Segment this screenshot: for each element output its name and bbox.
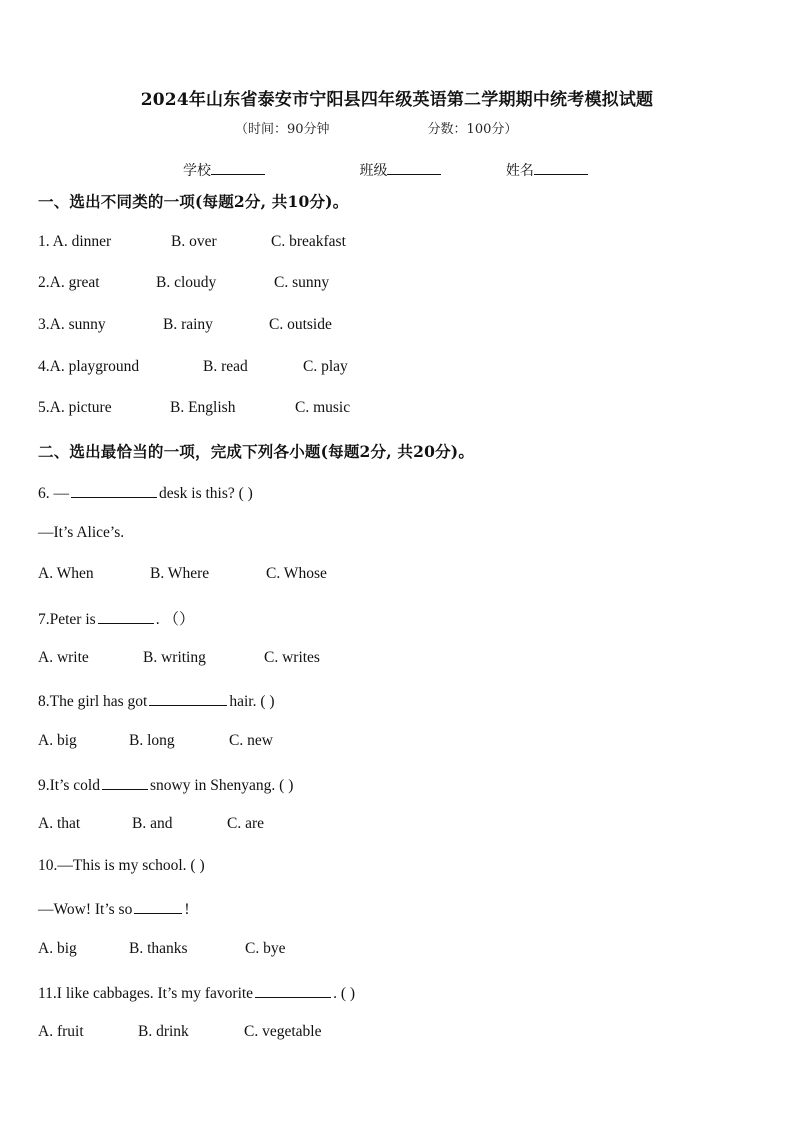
option-c: C. writes — [264, 649, 320, 666]
question-suffix: snowy in Shenyang. ( ) — [150, 777, 294, 794]
answer-blank[interactable] — [134, 898, 182, 914]
option-a: A. When — [38, 565, 94, 582]
question-reply — [38, 898, 190, 919]
exam-meta — [235, 118, 517, 137]
question-row — [38, 358, 348, 376]
option-c: C. bye — [245, 940, 286, 957]
option-c: C. play — [303, 358, 348, 375]
option-c: C. breakfast — [271, 233, 346, 250]
option-b: B. cloudy — [156, 274, 217, 291]
question-options — [38, 732, 273, 750]
option-b: B. English — [170, 399, 236, 416]
answer-blank[interactable] — [102, 774, 148, 790]
question-reply: —It’s Alice’s. — [38, 524, 125, 541]
option-c: C. outside — [269, 316, 332, 333]
option-a: A. fruit — [38, 1023, 84, 1040]
option-a: 1. A. dinner — [38, 233, 112, 250]
question-suffix: desk is this? ( ) — [159, 485, 253, 502]
question-stem — [38, 982, 355, 1003]
option-a: A. big — [38, 940, 77, 957]
option-b: B. writing — [143, 649, 206, 666]
option-a: 5.A. picture — [38, 399, 112, 416]
answer-blank[interactable] — [149, 690, 227, 706]
option-c: C. music — [295, 399, 351, 416]
question-row — [38, 316, 332, 334]
name-label: 姓名 — [505, 163, 534, 179]
question-stem: 10.—This is my school. ( ) — [38, 857, 205, 874]
school-field — [183, 160, 265, 180]
exam-score: 分数：100分） — [427, 122, 518, 137]
answer-blank[interactable] — [71, 482, 157, 498]
question-row — [38, 274, 329, 292]
question-options — [38, 649, 320, 667]
option-a: 2.A. great — [38, 274, 100, 291]
student-info-row — [183, 160, 588, 180]
option-a: A. that — [38, 815, 81, 832]
question-options — [38, 940, 285, 958]
option-c: C. vegetable — [244, 1023, 322, 1040]
option-a: A. write — [38, 649, 89, 666]
option-c: C. new — [229, 732, 273, 749]
name-field — [506, 160, 588, 180]
option-b: B. rainy — [163, 316, 213, 333]
question-suffix: . ( ) — [333, 985, 356, 1002]
option-b: B. read — [203, 358, 248, 375]
section-2-heading: 二、选出最恰当的一项，完成下列各小题(每题2分, 共20分)。 — [38, 442, 475, 461]
question-stem — [38, 607, 194, 629]
exam-title: 2024年山东省泰安市宁阳县四年级英语第二学期期中统考模拟试题 — [140, 90, 654, 110]
school-blank[interactable] — [211, 160, 265, 175]
option-a: 3.A. sunny — [38, 316, 106, 333]
question-suffix: hair. ( ) — [229, 693, 275, 710]
reply-prefix: —Wow! It’s so — [38, 901, 133, 918]
question-stem — [38, 690, 275, 711]
option-a: A. big — [38, 732, 77, 749]
question-options — [38, 815, 264, 833]
reply-suffix: ! — [184, 901, 190, 918]
question-stem — [38, 774, 293, 795]
option-b: B. Where — [150, 565, 210, 582]
question-prefix: 11.I like cabbages. It’s my favorite — [38, 985, 254, 1002]
option-c: C. Whose — [266, 565, 327, 582]
option-b: B. thanks — [129, 940, 188, 957]
exam-time: （时间：90分钟 — [235, 122, 330, 137]
class-field — [359, 160, 441, 180]
option-b: B. and — [132, 815, 173, 832]
option-b: B. over — [171, 233, 217, 250]
answer-blank[interactable] — [98, 608, 154, 624]
school-label: 学校 — [183, 163, 211, 179]
question-prefix: 6. — — [38, 485, 69, 502]
question-options — [38, 565, 327, 583]
name-blank[interactable] — [534, 160, 588, 175]
option-b: B. drink — [138, 1023, 189, 1040]
question-stem — [38, 482, 253, 503]
question-prefix: 8.The girl has got — [38, 693, 148, 710]
option-a: 4.A. playground — [38, 358, 140, 375]
question-row — [38, 399, 350, 417]
option-c: C. sunny — [274, 274, 330, 291]
option-c: C. are — [227, 815, 265, 832]
class-label: 班级 — [359, 163, 388, 179]
class-blank[interactable] — [387, 160, 441, 175]
question-row — [38, 233, 346, 251]
question-suffix: . （） — [155, 611, 195, 628]
option-b: B. long — [129, 732, 175, 749]
answer-blank[interactable] — [255, 982, 331, 998]
question-prefix: 7.Peter is — [38, 611, 96, 628]
section-1-heading: 一、选出不同类的一项(每题2分, 共10分)。 — [38, 192, 349, 211]
question-prefix: 9.It’s cold — [38, 777, 100, 794]
question-options — [38, 1023, 321, 1041]
